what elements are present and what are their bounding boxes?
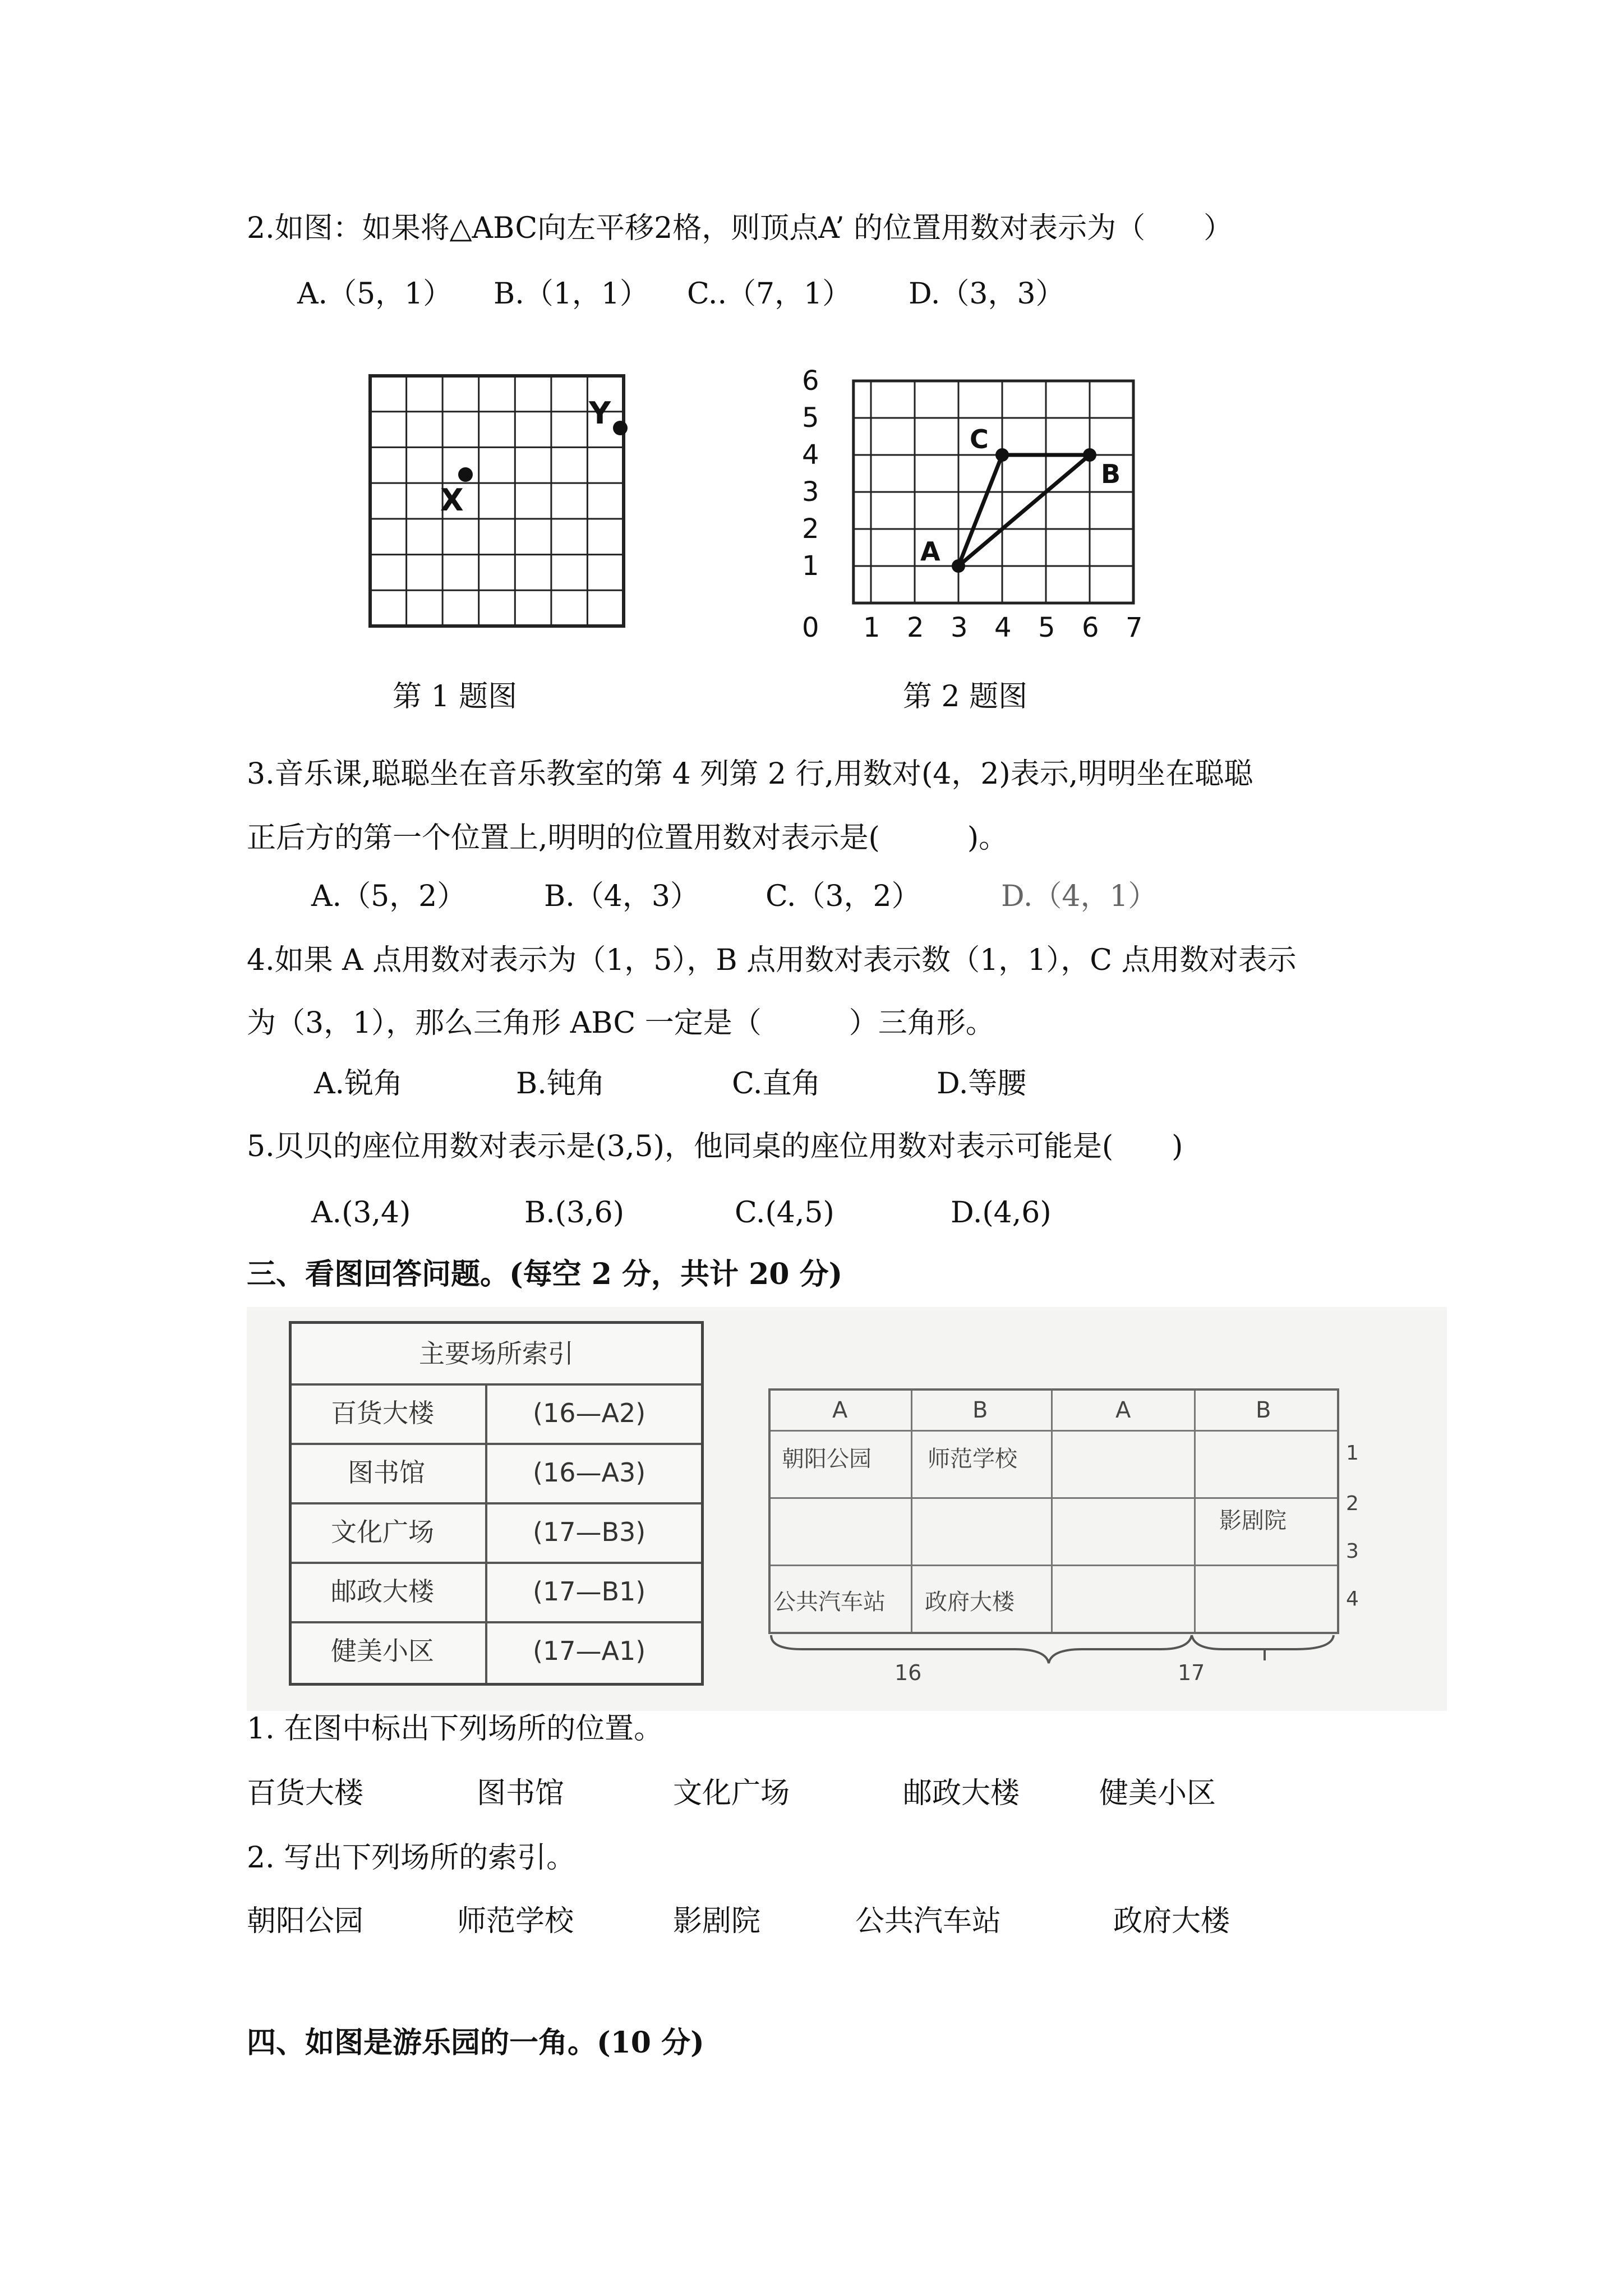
q5-stem: 5.贝贝的座位用数对表示是(3,5)，他同桌的座位用数对表示可能是( ) [247, 1130, 1183, 1163]
map-cell-bus-station: 公共汽车站 [773, 1589, 886, 1615]
index-code: (16—A3) [533, 1457, 646, 1488]
q3-option-a: A.（5，2） [311, 880, 467, 913]
q3-line-1: 3.音乐课,聪聪坐在音乐教室的第 4 列第 2 行,用数对(4，2)表示,明明坐在聪聪 [247, 757, 1253, 791]
fig2-x-tick-label: 4 [994, 612, 1012, 642]
map-col-header: B [972, 1397, 988, 1423]
map-cell-theater: 影剧院 [1219, 1508, 1287, 1534]
section-3-sub-2: 2. 写出下列场所的索引。 [247, 1841, 576, 1875]
place-item: 影剧院 [673, 1904, 761, 1938]
label-x: X [440, 482, 464, 518]
index-place: 健美小区 [331, 1636, 434, 1666]
place-item: 百货大楼 [247, 1777, 364, 1810]
point-label-b: B [1101, 459, 1121, 489]
q5-option-c: C.(4,5) [735, 1196, 834, 1230]
map-cell-government-building: 政府大楼 [925, 1589, 1015, 1615]
map-row-number: 3 [1346, 1540, 1359, 1563]
q2-option-d: D.（3，3） [909, 277, 1065, 311]
index-table-header: 主要场所索引 [419, 1338, 574, 1369]
table-row [292, 1502, 701, 1564]
index-table-header-row [292, 1324, 701, 1386]
section-4-title: 四、如图是游乐园的一角。(10 分) [247, 2026, 704, 2060]
point-label-c: C [970, 424, 989, 454]
index-place: 文化广场 [331, 1517, 434, 1547]
q3-option-b: B.（4，3） [544, 880, 699, 913]
figure-1-grid [359, 370, 639, 628]
place-item: 政府大楼 [1113, 1904, 1230, 1938]
q2-stem: 2.如图：如果将△ABC向左平移2格，则顶点A’ 的位置用数对表示为（ ） [247, 211, 1233, 245]
triangle-abc [958, 455, 1090, 566]
table-row [292, 1383, 701, 1445]
place-item: 师范学校 [457, 1904, 574, 1938]
index-code: (17—B1) [533, 1576, 646, 1607]
point-b [1083, 448, 1096, 462]
index-code: (17—A1) [533, 1636, 646, 1666]
q4-option-d: D.等腰 [937, 1067, 1027, 1101]
fig2-x-tick-label: 3 [951, 612, 968, 642]
point-a [952, 559, 965, 573]
fig2-y-tick-label: 3 [802, 476, 819, 508]
fig2-x-tick-label: 5 [1038, 612, 1055, 642]
place-item: 公共汽车站 [855, 1904, 1002, 1938]
fig2-x-tick-label: 1 [863, 612, 880, 642]
fig2-y-tick-label: 1 [802, 550, 819, 582]
map-grid-braces [768, 1632, 1340, 1666]
q2-option-c: C..（7，1） [687, 277, 852, 311]
map-row-number: 4 [1346, 1588, 1359, 1611]
fig2-y-tick-label: 6 [802, 365, 819, 397]
place-item: 朝阳公园 [247, 1904, 364, 1938]
figure-2-caption: 第 2 题图 [903, 680, 1028, 714]
place-item: 邮政大楼 [903, 1777, 1020, 1810]
index-table-divider [485, 1383, 487, 1683]
q2-option-b: B.（1，1） [494, 277, 649, 311]
place-item: 健美小区 [1099, 1777, 1216, 1810]
map-row-number: 1 [1346, 1442, 1359, 1465]
q3-option-d: D.（4，1） [1001, 880, 1158, 913]
section-3-title: 三、看图回答问题。(每空 2 分，共计 20 分) [247, 1257, 843, 1291]
fig2-x-tick-label: 6 [1082, 612, 1099, 642]
table-row [292, 1621, 701, 1681]
map-cell-normal-school: 师范学校 [928, 1446, 1017, 1472]
point-x [458, 467, 473, 482]
fig2-y-tick-label: 5 [802, 402, 819, 434]
point-c [995, 448, 1009, 462]
q3-option-c: C.（3，2） [766, 880, 921, 913]
fig2-y-tick-label: 2 [802, 513, 819, 545]
index-table [289, 1321, 704, 1686]
q5-option-b: B.(3,6) [524, 1196, 625, 1230]
q5-option-a: A.(3,4) [311, 1196, 411, 1230]
table-row [292, 1443, 701, 1504]
index-place: 百货大楼 [331, 1398, 434, 1428]
fig2-x-tick-label: 0 [802, 612, 819, 642]
label-y: Y [589, 395, 611, 431]
map-col-header: B [1256, 1397, 1271, 1423]
index-code: (16—A2) [533, 1398, 646, 1428]
figure-2-coordinate-grid [802, 351, 1183, 642]
place-item: 图书馆 [477, 1777, 565, 1810]
map-col-header: A [832, 1397, 848, 1423]
table-row [292, 1562, 701, 1623]
fig2-x-tick-label: 2 [907, 612, 924, 642]
map-col-header: A [1115, 1397, 1131, 1423]
q5-option-d: D.(4,6) [951, 1196, 1052, 1230]
q4-line-2: 为（3，1），那么三角形 ABC 一定是（ ）三角形。 [247, 1006, 995, 1040]
q4-option-b: B.钝角 [516, 1067, 605, 1101]
map-block-label-16: 16 [895, 1660, 922, 1685]
fig2-y-tick-label: 4 [802, 439, 819, 471]
index-place: 图书馆 [348, 1457, 425, 1488]
index-code: (17—B3) [533, 1517, 646, 1547]
index-place: 邮政大楼 [331, 1576, 434, 1607]
q3-line-2: 正后方的第一个位置上,明明的位置用数对表示是( )。 [247, 821, 1008, 855]
figure-1-caption: 第 1 题图 [393, 680, 518, 714]
q4-line-1: 4.如果 A 点用数对表示为（1，5），B 点用数对表示数（1，1），C 点用数对表示 [247, 944, 1297, 977]
point-y [613, 421, 628, 435]
fig2-x-tick-label: 7 [1126, 612, 1143, 642]
q4-option-a: A.锐角 [314, 1067, 403, 1101]
section-3-sub-1: 1. 在图中标出下列场所的位置。 [247, 1712, 663, 1746]
q2-option-a: A.（5，1） [297, 277, 453, 311]
point-label-a: A [920, 536, 940, 567]
map-block-label-17: 17 [1178, 1660, 1205, 1685]
map-grid [768, 1388, 1339, 1634]
q4-option-c: C.直角 [732, 1067, 821, 1101]
place-item: 文化广场 [673, 1777, 790, 1810]
map-row-number: 2 [1346, 1492, 1359, 1515]
map-cell-chaoyang-park: 朝阳公园 [782, 1446, 872, 1472]
